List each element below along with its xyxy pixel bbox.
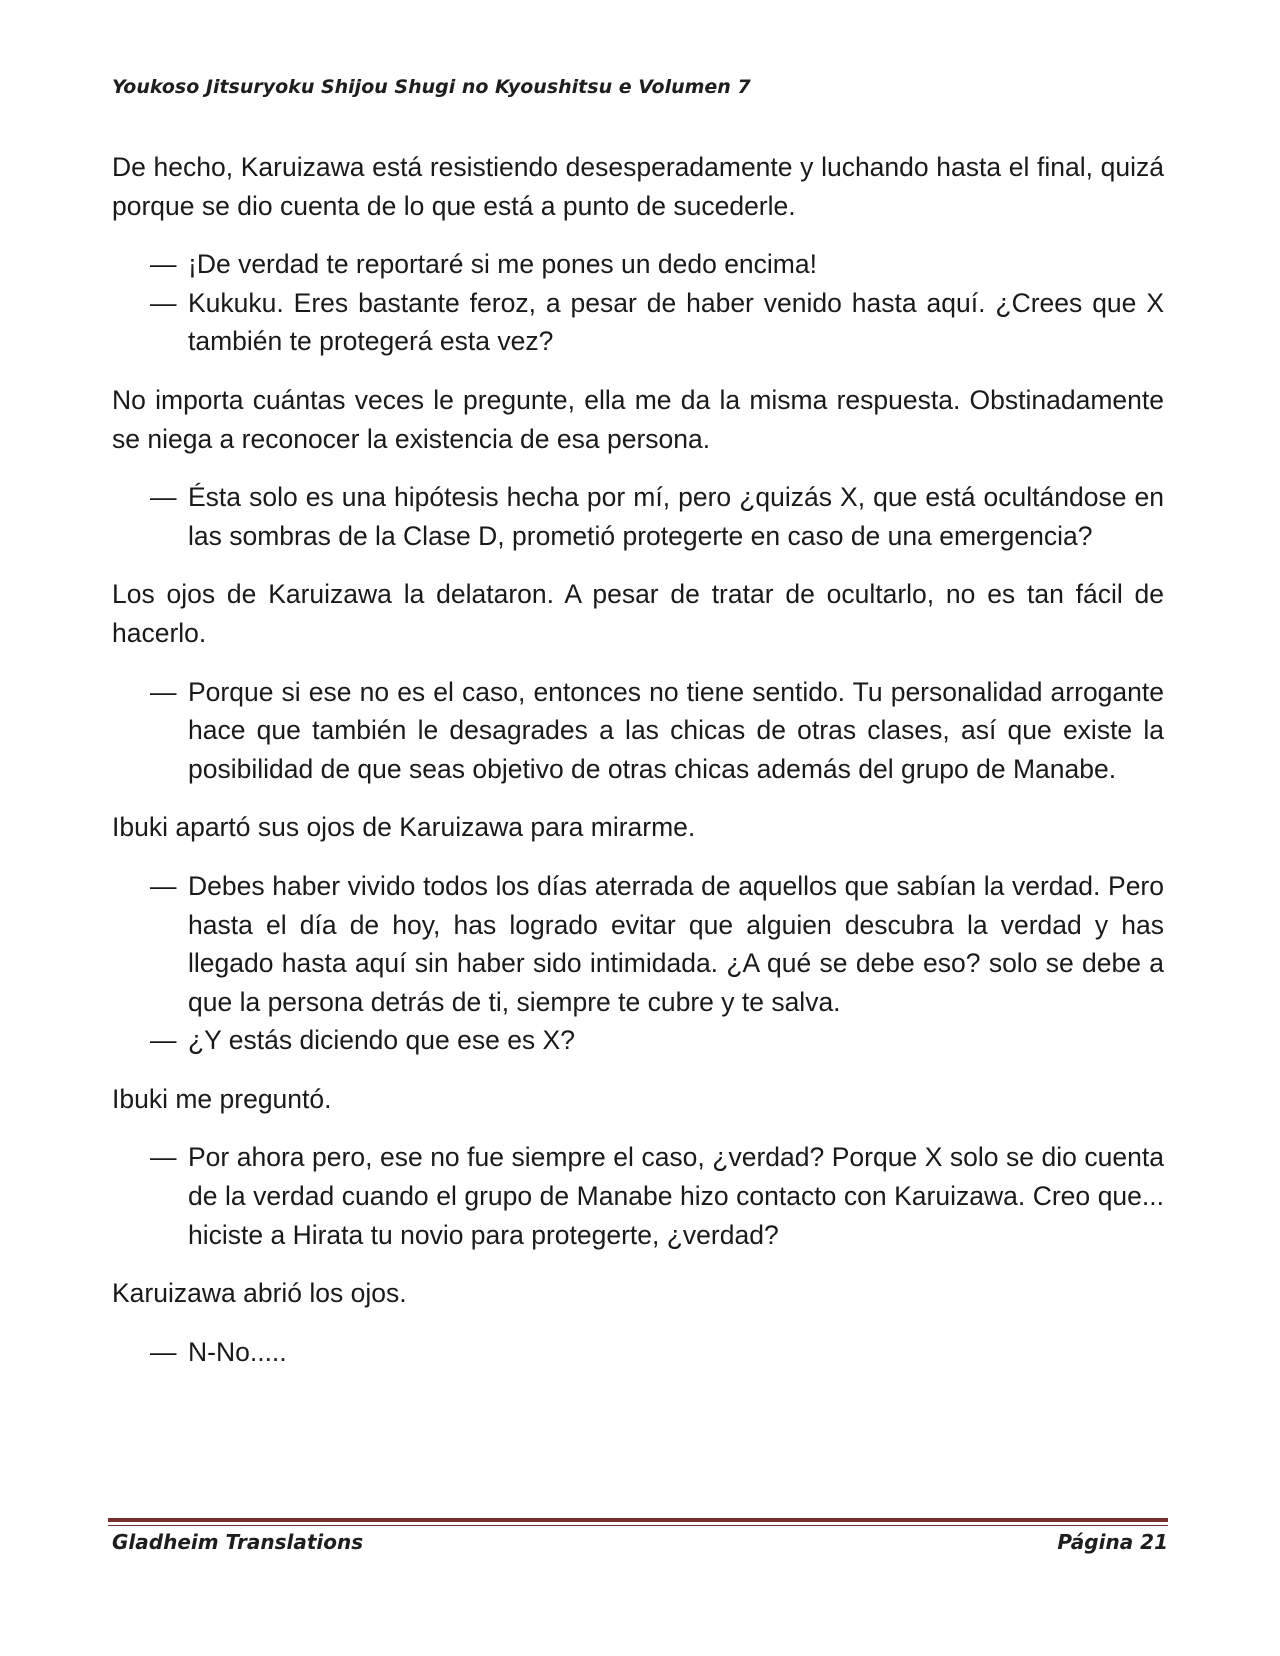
- dialogue-dash: —: [150, 249, 177, 280]
- dialogue-line: [112, 245, 1164, 284]
- dialogue-dash: —: [150, 1142, 177, 1173]
- footer-translator: Gladheim Translations: [112, 1530, 364, 1554]
- dialogue-text: Ésta solo es una hipótesis hecha por mí, pero ¿quizás X, que está ocultándose en las sombras de la Clase D, prometió protegerte en caso de una emergencia?: [188, 482, 1164, 551]
- dialogue-block: [112, 673, 1164, 789]
- dialogue-block: [112, 245, 1164, 361]
- dialogue-line: [112, 284, 1164, 361]
- paragraph: Ibuki apartó sus ojos de Karuizawa para mirarme.: [112, 812, 696, 843]
- dialogue-dash: —: [150, 1025, 177, 1056]
- dialogue-dash: —: [150, 676, 177, 707]
- dialogue-text: Por ahora pero, ese no fue siempre el caso, ¿verdad? Porque X solo se dio cuenta de la verdad cuando el grupo de Manabe hizo contacto con Karuizawa. Creo que... hiciste a Hirata tu novio para protegerte, ¿verdad?: [188, 1142, 1164, 1250]
- dialogue-dash: —: [150, 1336, 177, 1367]
- paragraph: Ibuki me preguntó.: [112, 1083, 332, 1114]
- page-body: [112, 148, 1164, 1391]
- dialogue-text: N-No.....: [188, 1336, 287, 1367]
- dialogue-block: [112, 1138, 1164, 1254]
- dialogue-block: [112, 1333, 1164, 1372]
- dialogue-text: ¿Y estás diciendo que ese es X?: [188, 1025, 575, 1056]
- paragraph: Karuizawa abrió los ojos.: [112, 1278, 407, 1309]
- dialogue-line: [112, 1021, 1164, 1060]
- dialogue-line: [112, 478, 1164, 555]
- paragraph: Los ojos de Karuizawa la delataron. A pesar de tratar de ocultarlo, no es tan fácil de hacerlo.: [112, 579, 1164, 648]
- dialogue-block: [112, 867, 1164, 1060]
- paragraph: No importa cuántas veces le pregunte, ella me da la misma respuesta. Obstinadamente se niega a reconocer la existencia de esa persona.: [112, 384, 1164, 454]
- dialogue-line: [112, 867, 1164, 1021]
- dialogue-text: Kukuku. Eres bastante feroz, a pesar de haber venido hasta aquí. ¿Crees que X también te protegerá esta vez?: [188, 287, 1164, 357]
- page-header-title: Youkoso Jitsuryoku Shijou Shugi no Kyoushitsu e Volumen 7: [112, 76, 751, 98]
- footer-divider: [108, 1518, 1168, 1522]
- dialogue-dash: —: [150, 870, 177, 901]
- dialogue-text: Debes haber vivido todos los días aterrada de aquellos que sabían la verdad. Pero hasta el día de hoy, has logrado evitar que alguien descubra la verdad y has llegado hasta aquí sin haber sido intimidada. ¿A qué se debe eso? solo se debe a que la persona detrás de ti, siempre te cubre y te salva.: [188, 870, 1164, 1017]
- dialogue-dash: —: [150, 287, 177, 318]
- dialogue-dash: —: [150, 482, 177, 513]
- dialogue-line: [112, 1138, 1164, 1254]
- dialogue-block: [112, 478, 1164, 555]
- footer-divider-thin: [108, 1525, 1168, 1526]
- dialogue-line: [112, 673, 1164, 789]
- paragraph: De hecho, Karuizawa está resistiendo desesperadamente y luchando hasta el final, quizá porque se dio cuenta de lo que está a punto de sucederle.: [112, 152, 1164, 221]
- dialogue-text: ¡De verdad te reportaré si me pones un dedo encima!: [188, 249, 817, 280]
- footer-page-number: Página 21: [1057, 1530, 1168, 1554]
- dialogue-text: Porque si ese no es el caso, entonces no tiene sentido. Tu personalidad arrogante hace que también le desagrades a las chicas de otras clases, así que existe la posibilidad de que seas objetivo de otras chicas además del grupo de Manabe.: [188, 676, 1164, 784]
- dialogue-line: [112, 1333, 1164, 1372]
